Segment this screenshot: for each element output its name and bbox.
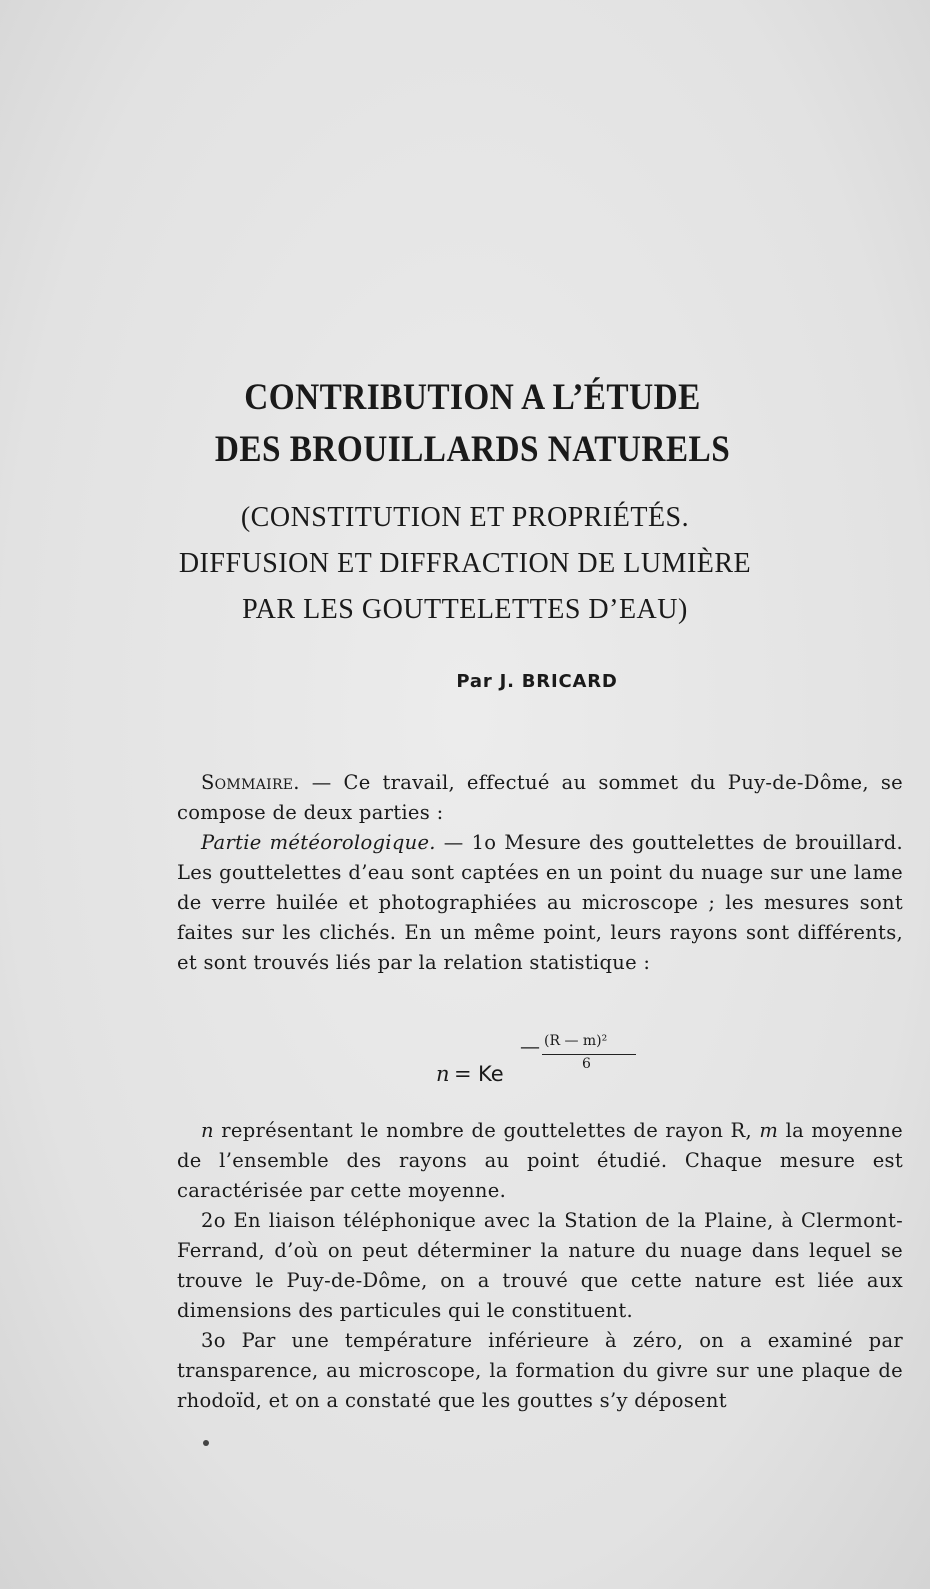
title-line-2: DES BROUILLARDS NATURELS (214, 429, 731, 470)
formula-denominator: 6 (582, 1056, 591, 1072)
summary-intro: — Ce travail, effectué au sommet du Puy-de-Dôme, se compose de deux parties : (177, 771, 903, 824)
formula-numerator: (R — m)² (544, 1033, 608, 1049)
paragraph-1-var-n: n (201, 1119, 214, 1142)
formula-ke: Ke (478, 1062, 504, 1086)
paragraph-1 (177, 1116, 903, 1206)
formula-fraction-bar (542, 1054, 636, 1055)
formula-equals: = (454, 1062, 472, 1086)
body-block (177, 1116, 903, 1416)
paragraph-1-text: représentant le nombre de gouttelettes de rayon R, (213, 1119, 760, 1142)
part-text: — 1o Mesure des gouttelettes de brouillard. Les gouttelettes d’eau sont captées en un point du nuage sur une lame de verre huilée et photographiées au microscope ; les mesures sont faites sur les clichés. En un même point, leurs rayons sont différents, et sont trouvés liés par la relation statistique : (177, 831, 903, 974)
paragraph-2: 2o En liaison téléphonique avec la Station de la Plaine, à Clermont-Ferrand, d’où on peut déterminer la nature du nuage dans lequel se trouve le Puy-de-Dôme, on a trouvé que cette nature est liée aux dimensions des particules qui le constituent. (177, 1209, 903, 1322)
subtitle-line-3: PAR LES GOUTTELETTES D’EAU) (242, 594, 688, 625)
formula-minus: — (520, 1034, 540, 1058)
author-line: Par J. BRICARD (456, 671, 618, 692)
summary-block (177, 768, 903, 978)
paragraph-3: 3o Par une température inférieure à zéro, on a examiné par transparence, au microscope, la formation du givre sur une plaque de rhodoïd, et on a constaté que les gouttes s’y déposent (177, 1329, 903, 1412)
part-label: Partie météorologique. (201, 831, 436, 854)
title-line-1: CONTRIBUTION A L’ÉTUDE (244, 377, 701, 418)
summary-label: Sommaire. (201, 771, 300, 794)
subtitle-line-2: DIFFUSION ET DIFFRACTION DE LUMIÈRE (178, 548, 752, 579)
statistical-formula (436, 1030, 656, 1100)
ink-speck (203, 1440, 209, 1446)
formula-n: n (436, 1062, 450, 1086)
subtitle-line-1: (CONSTITUTION ET PROPRIÉTÉS. (240, 502, 690, 533)
paragraph-1-text-2: la moyenne de l’ensemble des rayons au point étudié. Chaque mesure est caractérisée par cette moyenne. (177, 1119, 903, 1202)
summary-paragraph (177, 768, 903, 828)
part-paragraph (177, 828, 903, 978)
paragraph-1-var-m: m (759, 1119, 779, 1142)
